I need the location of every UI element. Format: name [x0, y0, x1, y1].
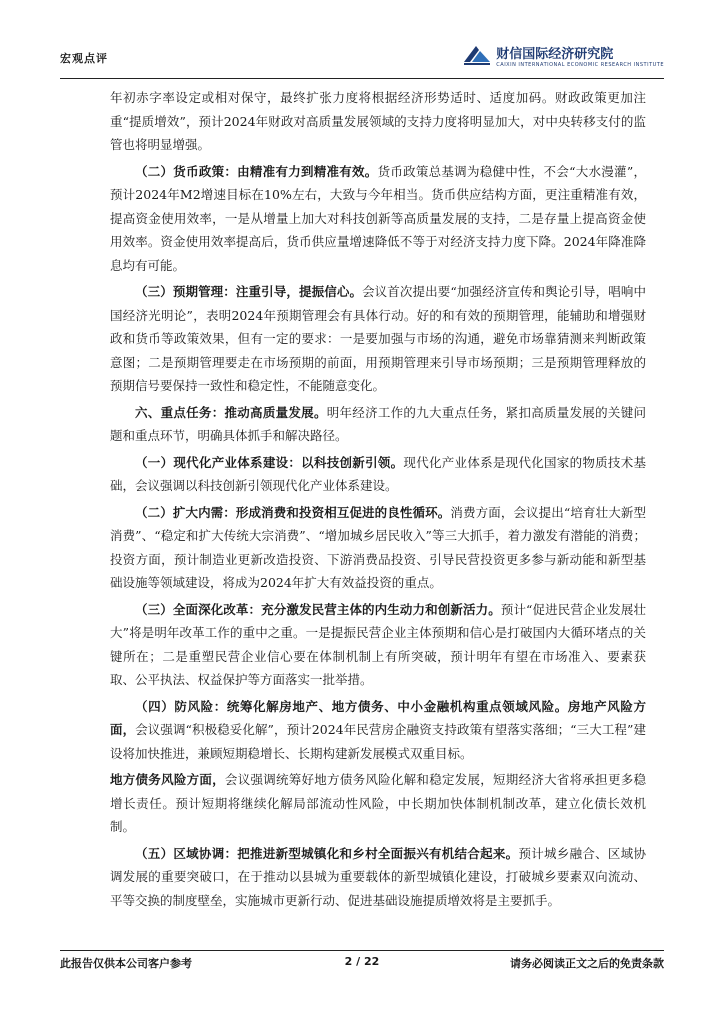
paragraph-text: 明年经济工作的九大重点任务，紧扣高质量发展的关键问题和重点环节，明确具体抓手和解决路径。	[110, 404, 646, 443]
footer-divider	[60, 950, 664, 951]
paragraph-heading: （五）区域协调：把推进新型城镇化和乡村全面振兴有机结合起来。	[135, 845, 519, 861]
paragraph-heading: （三）预期管理：注重引导，提振信心。	[135, 284, 363, 299]
body-paragraph	[110, 280, 646, 398]
body-paragraph	[110, 86, 646, 157]
paragraph-text: 预计“促进民营企业发展壮大”将是明年改革工作的重中之重。一是提振民营企业主体预期和信心是打破国内大循环堵点的关键所在；二是重塑民营企业信心要在体制机制上有所突破，预计明年有望在市场准入、要素获取、公平执法、权益保护等方面落实一批举措。	[110, 601, 646, 687]
company-logo	[462, 42, 664, 68]
body-paragraph	[110, 160, 646, 278]
report-body	[110, 86, 646, 915]
footer-client-note: 此报告仅供本公司客户参考	[60, 957, 192, 970]
paragraph-text: 年初赤字率设定或相对保守，最终扩张力度将根据经济形势适时、适度加码。财政政策更加注重“提质增效”，预计2024年财政对高质量发展领域的支持力度将明显加大，对中央转移支付的监管也将明显增强。	[110, 90, 646, 152]
body-paragraph	[110, 768, 646, 839]
header-divider	[60, 78, 664, 79]
paragraph-text: 会议强调“积极稳妥化解”，预计2024年民营房企融资支持政策有望落实落细；“三大工程”建设将加快推进，兼顾短期稳增长、长期构建新发展模式双重目标。	[110, 722, 646, 761]
paragraph-heading: （四）防风险：统筹化解房地产、地方债务、中小金融机构重点领域风险。房地产风险方面，	[110, 698, 646, 737]
body-paragraph	[110, 501, 646, 595]
paragraph-heading: （二）扩大内需：形成消费和投资相互促进的良性循环。	[135, 504, 451, 520]
body-paragraph	[110, 401, 646, 448]
paragraph-text: 会议首次提出要“加强经济宣传和舆论引导，唱响中国经济光明论”，表明2024年预期管理会有具体行动。好的和有效的预期管理，能辅助和增强财政和货币等政策效果，但有一定的要求：一是要加强与市场的沟通，避免市场靠猜测来判断政策意图；二是预期管理要走在市场预期的前面，用预期管理来引导市场预期；三是预期管理释放的预期信号要保持一致性和稳定性，不能随意变化。	[110, 284, 646, 393]
paragraph-text: 消费方面，会议提出“培育壮大新型消费”、“稳定和扩大传统大宗消费”、“增加城乡居民收入”等三大抓手，着力激发有潜能的消费；投资方面，预计制造业更新改造投资、下游消费品投资、引导民营投资更多参与新动能和新型基础设施等领域建设，将成为2024年扩大有效益投资的重点。	[110, 504, 646, 590]
paragraph-text: 现代化产业体系是现代化国家的物质技术基础，会议强调以科技创新引领现代化产业体系建设。	[110, 454, 646, 493]
paragraph-heading: 六、重点任务：推动高质量发展。	[135, 404, 327, 420]
paragraph-text: 会议强调统筹好地方债务风险化解和稳定发展，短期经济大省将承担更多稳增长责任。预计短期将继续化解局部流动性风险，中长期加快体制机制改革，建立化债长效机制。	[110, 772, 646, 834]
page-number: 2 / 22	[344, 955, 380, 968]
page-header	[60, 40, 664, 74]
body-paragraph	[110, 598, 646, 692]
logo-name: 财信国际经济研究院	[496, 46, 614, 62]
paragraph-text: 预计城乡融合、区域协调发展的重要突破口，在于推动以县城为重要载体的新型城镇化建设，打破城乡要素双向流动、平等交换的制度壁垒，实施城市更新行动、促进基础设施提质增效将是主要抓手。	[110, 845, 646, 908]
body-paragraph	[110, 695, 646, 766]
logo-subtitle: CAIXIN INTERNATIONAL ECONOMIC RESEARCH INSTITUTE	[496, 61, 664, 68]
body-paragraph	[110, 842, 646, 913]
paragraph-text: 货币政策总基调为稳健中性，不会“大水漫灌”，预计2024年M2增速目标在10%左右，大致与今年相当。货币供应结构方面，更注重精准有效，提高资金使用效率，一是从增量上加大对科技创新等高质量发展的支持，二是存量上提高资金使用效率。资金使用效率提高后，货币供应量增速降低不等于对经济支持力度下降。2024年降准降息均有可能。	[110, 163, 646, 273]
section-label: 宏观点评	[60, 52, 108, 65]
body-paragraph	[110, 451, 646, 498]
paragraph-heading: （三）全面深化改革：充分激发民营主体的内生动力和创新活力。	[135, 601, 501, 617]
paragraph-heading: （二）货币政策：由精准有力到精准有效。	[135, 163, 378, 179]
paragraph-heading: 地方债务风险方面，	[110, 772, 225, 787]
footer-disclaimer-note: 请务必阅读正文之后的免责条款	[510, 957, 664, 970]
paragraph-heading: （一）现代化产业体系建设：以科技创新引领。	[135, 454, 404, 470]
logo-mark-icon	[462, 42, 492, 68]
